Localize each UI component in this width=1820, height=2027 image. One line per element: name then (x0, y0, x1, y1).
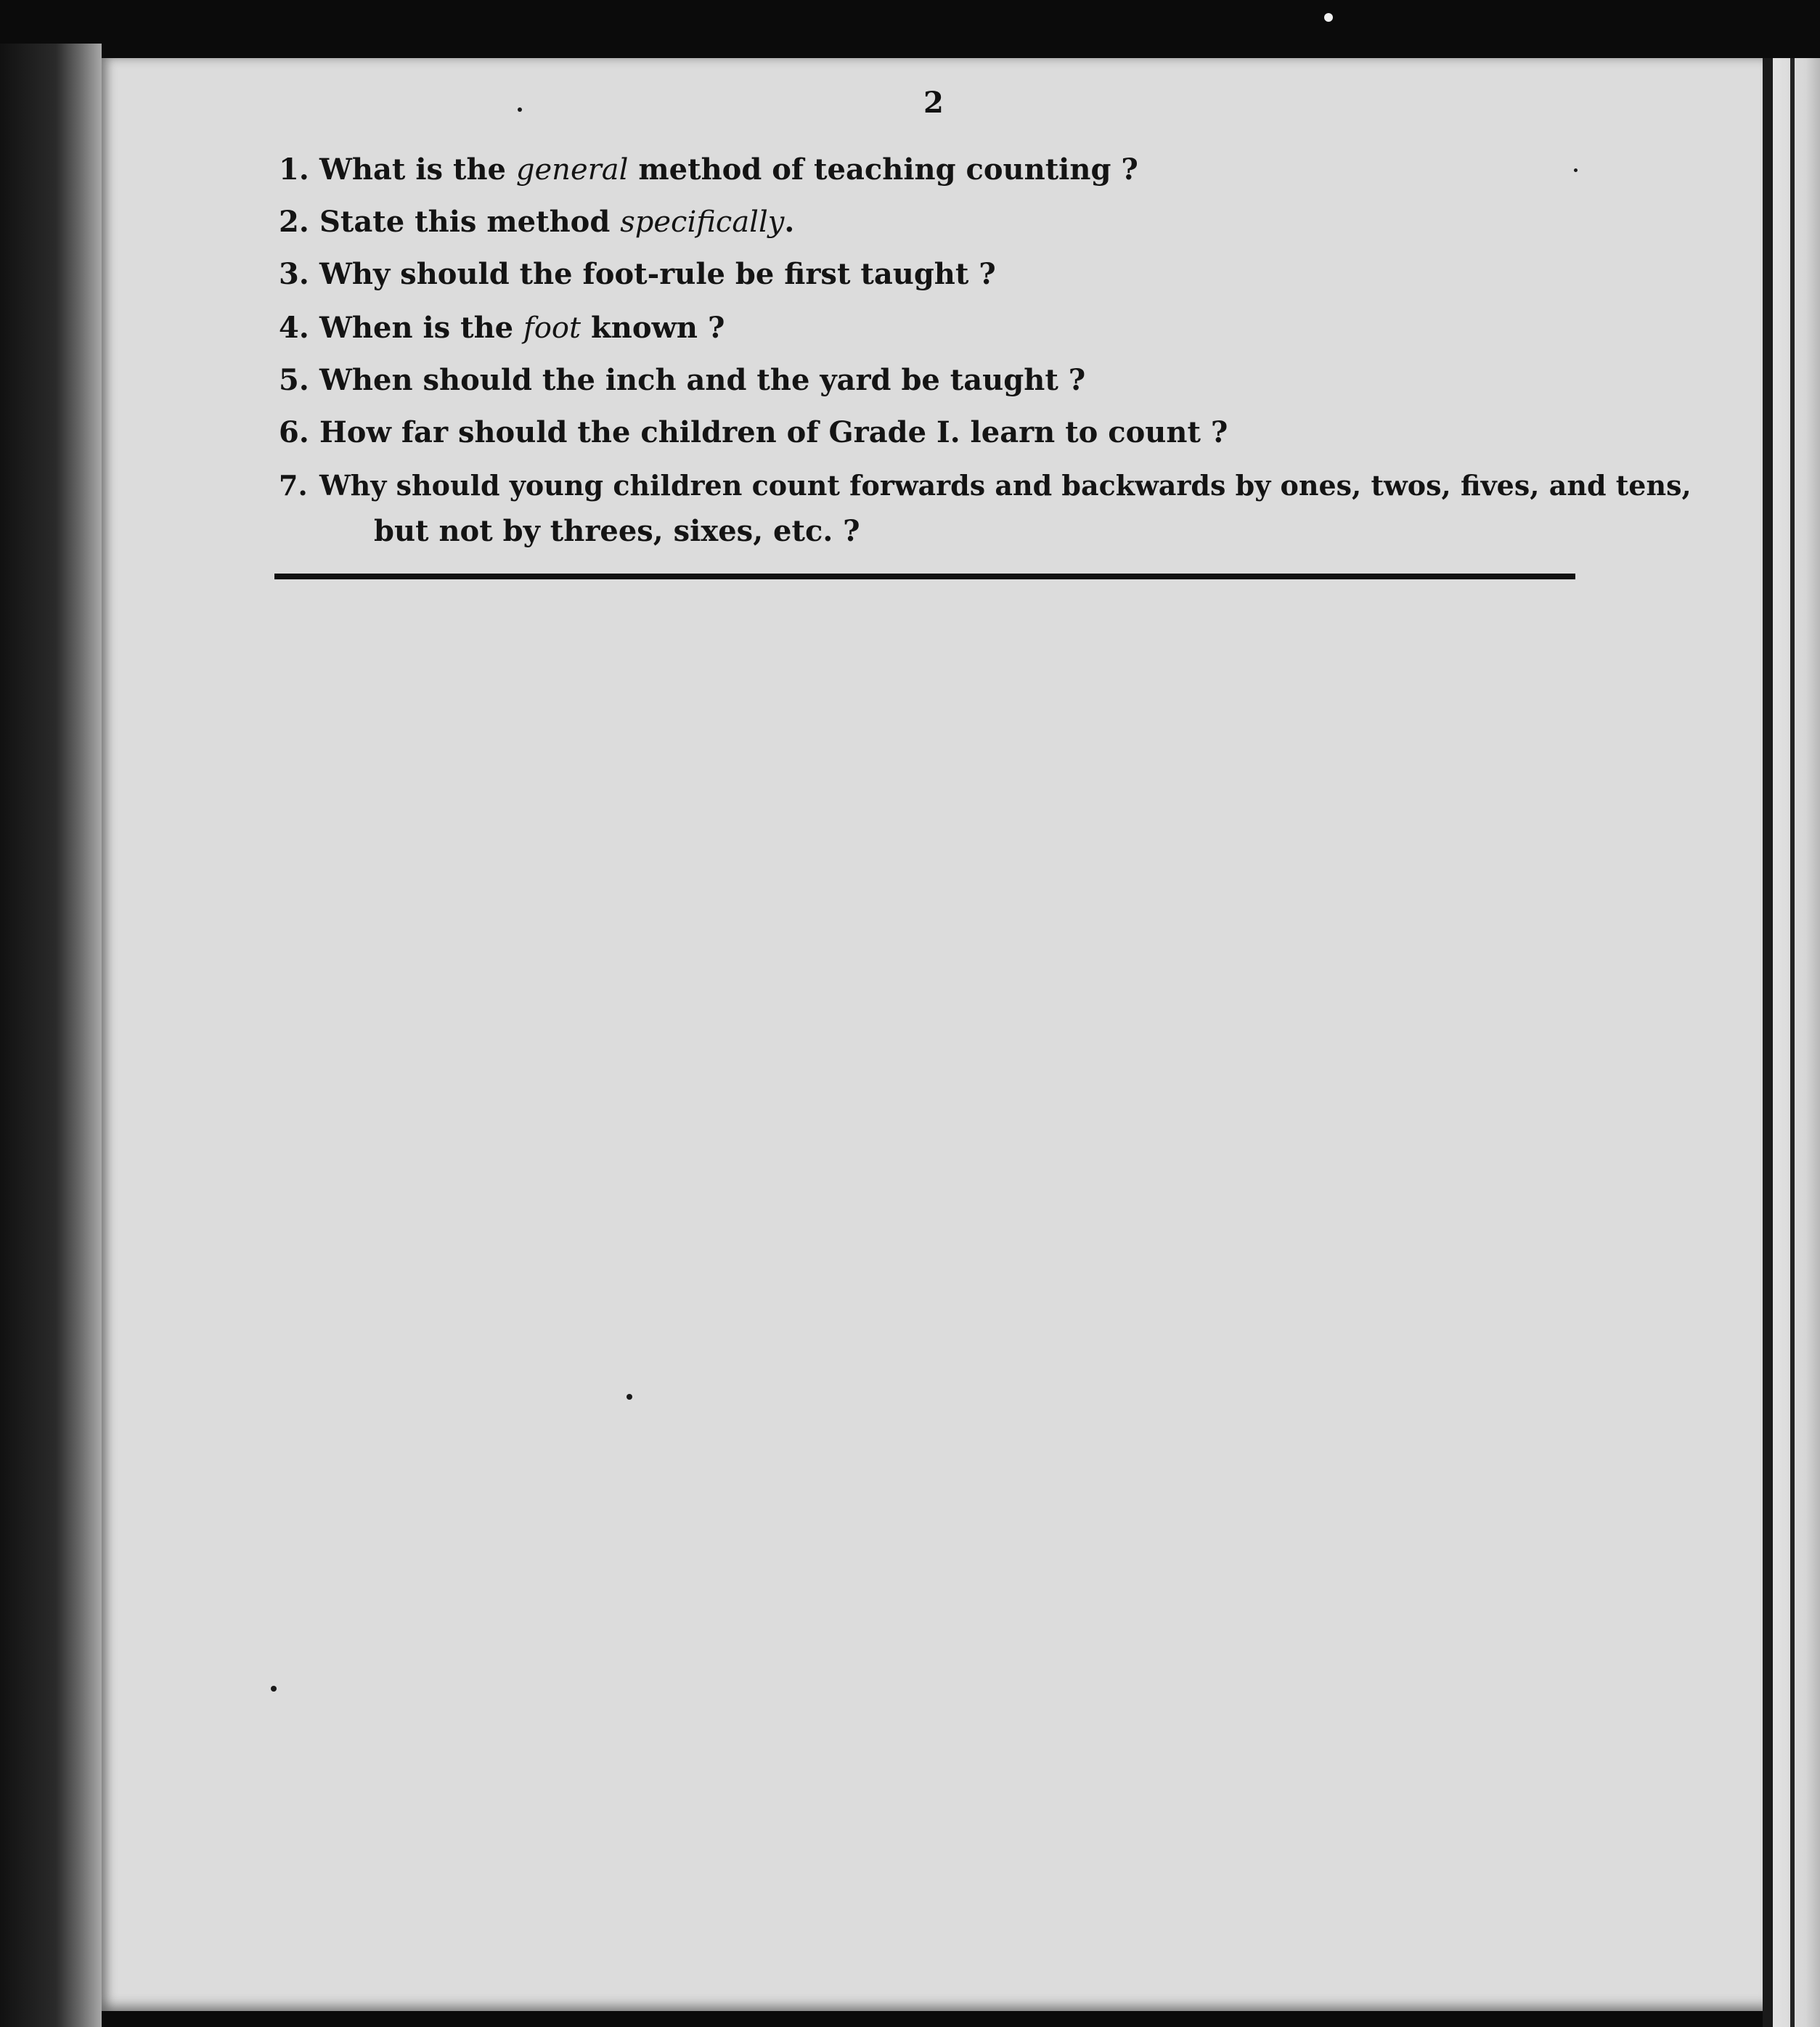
scan-speck (627, 1394, 632, 1400)
question-number: 7. (279, 469, 308, 502)
page-right-border (1763, 58, 1773, 2027)
question-number: 4. (279, 311, 309, 345)
question-text-end: . (784, 205, 795, 239)
question-text: When is the (319, 311, 524, 345)
question-2 (279, 205, 794, 239)
question-6 (279, 415, 1228, 449)
question-text: State this method (319, 205, 621, 239)
question-4 (279, 311, 725, 345)
question-emphasis: specifically (620, 205, 785, 239)
scan-speck (1574, 168, 1578, 172)
page-number: 2 (923, 86, 944, 120)
question-text: How far should the children of Grade I. learn to count ? (319, 415, 1228, 449)
adjacent-page-strip (1773, 58, 1820, 2027)
document-page (102, 58, 1770, 2011)
scan-left-edge (0, 44, 102, 2027)
question-1 (279, 152, 1138, 187)
question-text-end: known ? (581, 311, 725, 345)
question-emphasis: general (515, 153, 629, 187)
question-number: 5. (279, 363, 309, 397)
question-text-end: method of teaching counting ? (628, 152, 1138, 187)
scan-speck (1324, 13, 1333, 22)
horizontal-rule (274, 574, 1575, 579)
question-number: 6. (279, 415, 309, 449)
question-text: What is the (319, 152, 516, 187)
question-7 (279, 469, 1692, 502)
question-number: 2. (279, 205, 309, 239)
question-3 (279, 257, 996, 291)
adjacent-page-line (1790, 58, 1795, 2027)
question-number: 3. (279, 257, 309, 291)
question-text: Why should young children count forwards and backwards by ones, twos, fives, and tens, (319, 469, 1692, 502)
question-5 (279, 363, 1085, 397)
scan-speck (518, 107, 522, 112)
question-text: When should the inch and the yard be taught ? (319, 363, 1086, 397)
scan-speck (271, 1686, 277, 1692)
question-number: 1. (279, 152, 309, 187)
question-7-continuation: but not by threes, sixes, etc. ? (374, 514, 860, 548)
question-emphasis: foot (523, 311, 581, 345)
question-text: Why should the foot-rule be first taught ? (319, 257, 996, 291)
